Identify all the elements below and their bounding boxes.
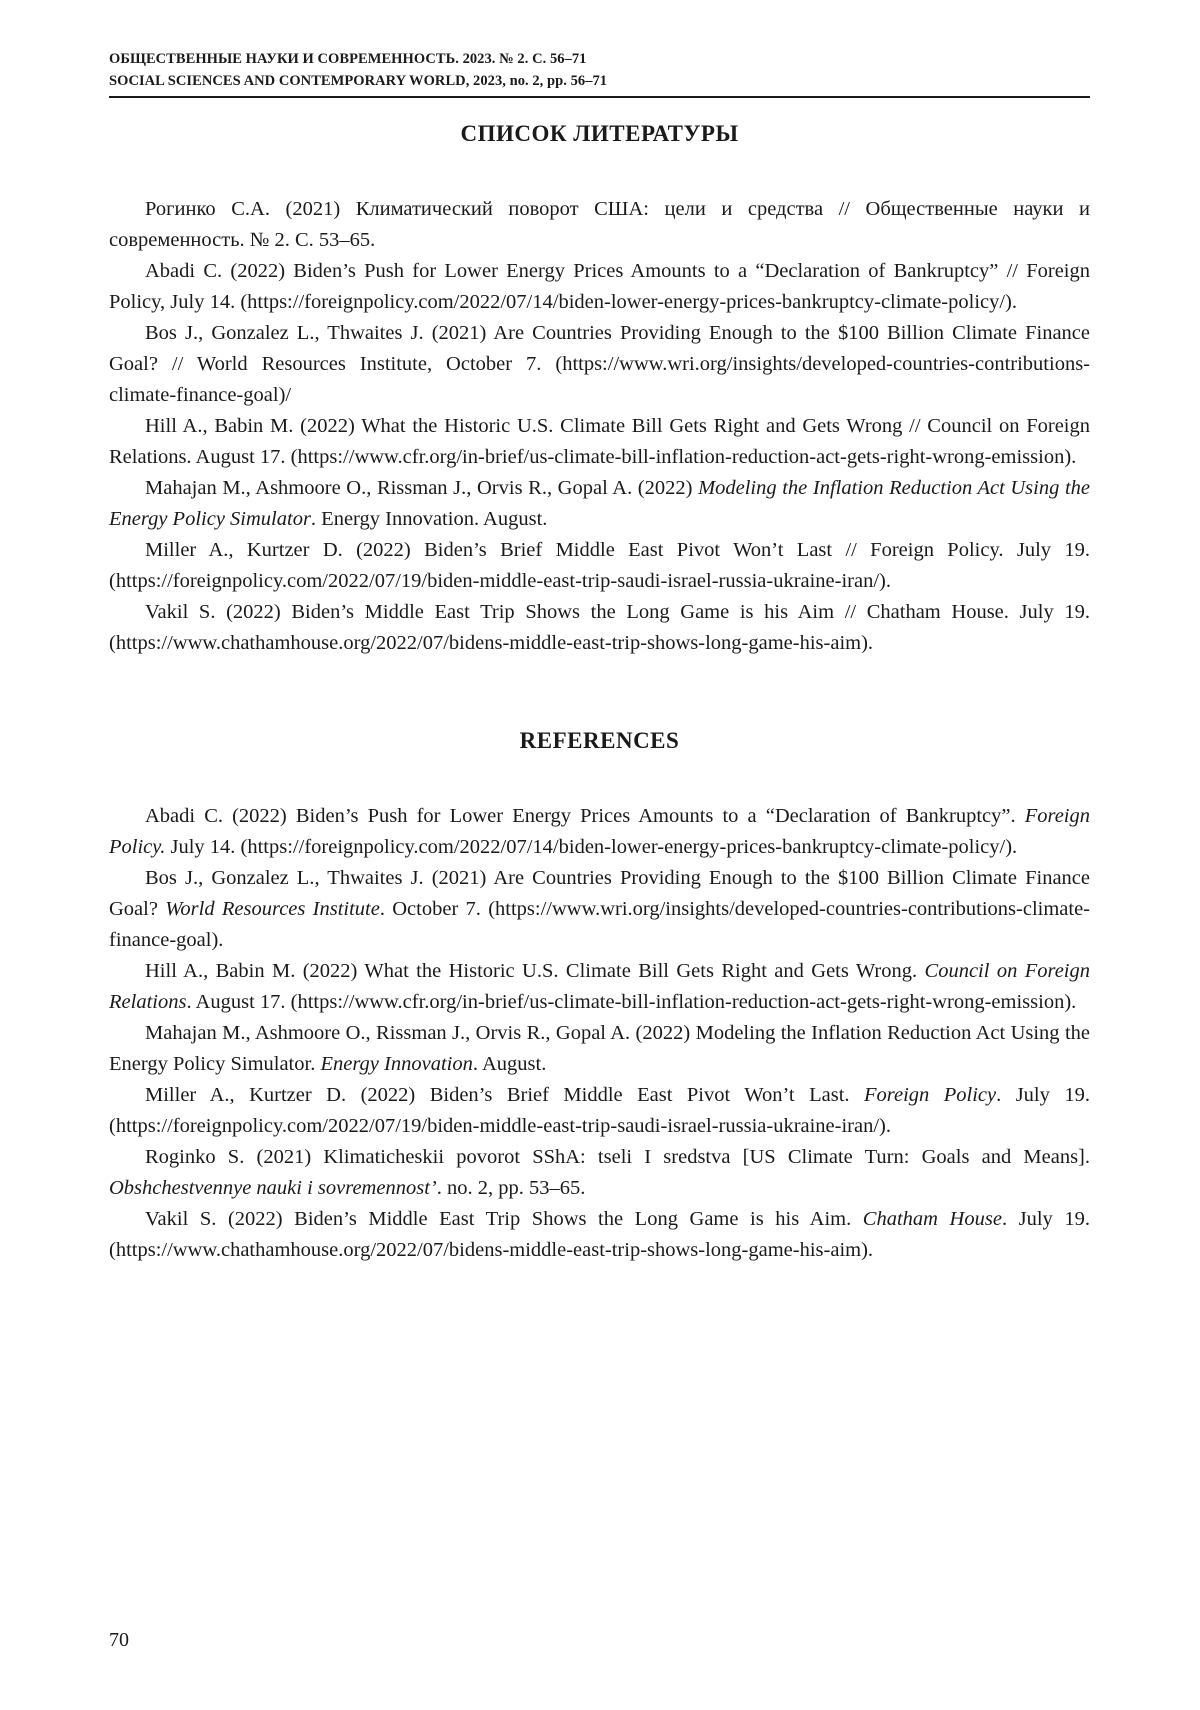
reference-item: Hill A., Babin M. (2022) What the Historic U.S. Climate Bill Gets Right and Gets Wrong // Council on Foreign Relations. August 17. (https://www.cfr.org/in-brief/us-climate-bill-inflation-reduction-act-gets-right-wrong-emission). xyxy=(109,415,1090,468)
page-number: 70 xyxy=(109,1629,129,1651)
running-header xyxy=(109,48,1090,98)
ref-text: Bos J., Gonzalez L., Thwaites J. (2021) Are Countries Providing Enough to the $100 Billion Climate Finance Goal? xyxy=(109,867,1090,920)
ref-italic: Modeling the Inflation Reduction Act Using the Energy Policy Simulator xyxy=(109,477,1090,530)
ref-text: . Energy Innovation. August. xyxy=(310,508,548,530)
reference-list-en xyxy=(109,801,1090,1266)
ref-text: . August. xyxy=(472,1053,547,1075)
ref-text: . July 19. (https://www.chathamhouse.org/2022/07/bidens-middle-east-trip-shows-long-game-his-aim). xyxy=(109,1208,1091,1261)
journal-header-ru: ОБЩЕСТВЕННЫЕ НАУКИ И СОВРЕМЕННОСТЬ. 2023. № 2. С. 56–71 xyxy=(109,51,587,67)
ref-italic: Chatham House xyxy=(862,1208,1002,1230)
reference-list-ru xyxy=(109,194,1090,659)
ref-text: Hill A., Babin M. (2022) What the Historic U.S. Climate Bill Gets Right and Gets Wrong. xyxy=(145,960,925,982)
ref-text: . no. 2, pp. 53–65. xyxy=(436,1177,586,1199)
reference-item: Bos J., Gonzalez L., Thwaites J. (2021) Are Countries Providing Enough to the $100 Billion Climate Finance Goal? // World Resources Institute, October 7. (https://www.wri.org/insights/developed-countries-contributions-climate-finance-goal)/ xyxy=(109,322,1090,406)
journal-header-en: SOCIAL SCIENCES AND CONTEMPORARY WORLD, 2023, no. 2, pp. 56–71 xyxy=(109,73,608,89)
ref-text: Vakil S. (2022) Biden’s Middle East Trip Shows the Long Game is his Aim. xyxy=(145,1208,863,1230)
reference-item: Miller A., Kurtzer D. (2022) Biden’s Brief Middle East Pivot Won’t Last // Foreign Policy. July 19. (https://foreignpolicy.com/2022/07/19/biden-middle-east-trip-saudi-israel-russia-ukraine-iran/). xyxy=(109,539,1090,592)
ref-italic: Obshchestvennye nauki i sovremennost’ xyxy=(109,1177,437,1199)
section-title-en: REFERENCES xyxy=(519,728,680,753)
ref-italic: World Resources Institute xyxy=(165,898,380,920)
section-title-ru: СПИСОК ЛИТЕРАТУРЫ xyxy=(460,121,739,146)
ref-italic: Energy Innovation xyxy=(320,1053,473,1075)
reference-item xyxy=(109,473,1090,535)
reference-item xyxy=(109,1204,1090,1266)
reference-item xyxy=(109,956,1090,1018)
ref-text: . October 7. (https://www.wri.org/insights/developed-countries-contributions-climate-finance-goal). xyxy=(109,898,1090,951)
ref-text: Abadi C. (2022) Biden’s Push for Lower Energy Prices Amounts to a “Declaration of Bankruptcy”. xyxy=(145,805,1025,827)
ref-italic: Foreign Policy. xyxy=(109,805,1090,858)
ref-italic: Foreign Policy xyxy=(863,1084,997,1106)
reference-item xyxy=(109,801,1090,863)
reference-item xyxy=(109,863,1090,956)
page-content xyxy=(109,120,1090,1266)
reference-item xyxy=(109,1018,1090,1080)
ref-text: . July 19. (https://foreignpolicy.com/2022/07/19/biden-middle-east-trip-saudi-israel-russia-ukraine-iran/). xyxy=(109,1084,1090,1137)
ref-text: Mahajan M., Ashmoore O., Rissman J., Orvis R., Gopal A. (2022) xyxy=(145,477,699,499)
reference-item: Abadi C. (2022) Biden’s Push for Lower Energy Prices Amounts to a “Declaration of Bankruptcy” // Foreign Policy, July 14. (https://foreignpolicy.com/2022/07/14/biden-lower-energy-prices-bankruptcy-climate-policy/). xyxy=(109,260,1090,313)
ref-text: Roginko S. (2021) Klimaticheskii povorot SShA: tseli I sredstva [US Climate Turn: Goals and Means]. xyxy=(145,1146,1090,1168)
reference-item xyxy=(109,1080,1090,1142)
reference-item xyxy=(109,1142,1090,1204)
ref-text: July 14. (https://foreignpolicy.com/2022/07/14/biden-lower-energy-prices-bankruptcy-climate-policy/). xyxy=(165,836,1018,858)
ref-italic: Council on Foreign Relations xyxy=(109,960,1091,1013)
reference-item: Рогинко С.А. (2021) Климатический поворот США: цели и средства // Общественные науки и современность. № 2. С. 53–65. xyxy=(109,198,1090,251)
ref-text: Mahajan M., Ashmoore O., Rissman J., Orvis R., Gopal A. (2022) Modeling the Inflation Reduction Act Using the Energy Policy Simulator. xyxy=(109,1022,1090,1075)
ref-text: Miller A., Kurtzer D. (2022) Biden’s Brief Middle East Pivot Won’t Last. xyxy=(145,1084,864,1106)
ref-text: . August 17. (https://www.cfr.org/in-brief/us-climate-bill-inflation-reduction-act-gets-right-wrong-emission). xyxy=(186,991,1077,1013)
reference-item: Vakil S. (2022) Biden’s Middle East Trip Shows the Long Game is his Aim // Chatham House. July 19. (https://www.chathamhouse.org/2022/07/bidens-middle-east-trip-shows-long-game-his-aim). xyxy=(109,601,1090,654)
